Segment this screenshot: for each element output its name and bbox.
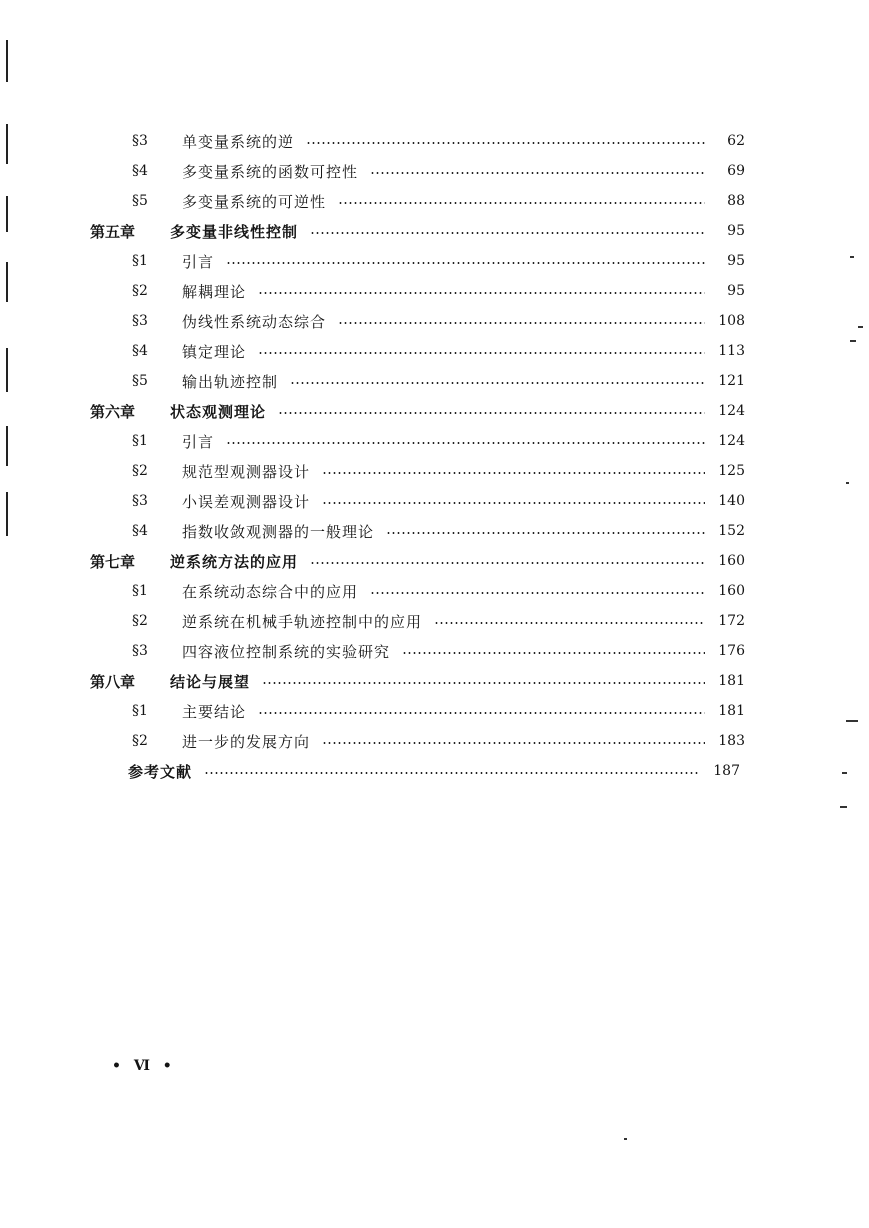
dot-leader bbox=[258, 352, 705, 354]
dot-leader bbox=[204, 772, 700, 774]
scan-edge-mark bbox=[6, 426, 8, 466]
toc-entry-title: 状态观测理论 bbox=[170, 402, 267, 421]
dot-leader bbox=[434, 622, 705, 624]
toc-section-entry bbox=[132, 249, 745, 273]
scan-edge-mark bbox=[6, 262, 8, 302]
toc-section-entry bbox=[132, 519, 745, 543]
toc-entry-page-number: 113 bbox=[718, 343, 745, 359]
toc-section-entry bbox=[132, 339, 745, 363]
toc-entry-title: 镇定理论 bbox=[182, 342, 247, 361]
dot-leader bbox=[258, 292, 705, 294]
dot-leader bbox=[402, 652, 705, 654]
toc-entry-page-number: 108 bbox=[718, 313, 745, 329]
toc-entry-page-number: 176 bbox=[718, 643, 745, 659]
toc-entry-title: 逆系统在机械手轨迹控制中的应用 bbox=[182, 612, 423, 631]
toc-entry-number: 第五章 bbox=[90, 222, 136, 241]
dot-leader bbox=[262, 682, 705, 684]
toc-section-entry bbox=[132, 579, 745, 603]
toc-entry-page-number: 121 bbox=[718, 373, 745, 389]
toc-entry-page-number: 181 bbox=[718, 673, 745, 689]
toc-entry-page-number: 88 bbox=[727, 193, 745, 209]
toc-entry-page-number: 172 bbox=[718, 613, 745, 629]
toc-entry-number: §4 bbox=[132, 523, 148, 539]
scan-edge-mark bbox=[6, 348, 8, 392]
scan-speck bbox=[846, 720, 858, 722]
dot-leader bbox=[322, 502, 705, 504]
toc-entry-number: §1 bbox=[132, 433, 148, 449]
scan-edge-mark bbox=[6, 196, 8, 232]
toc-chapter-entry bbox=[90, 399, 745, 423]
toc-section-entry bbox=[132, 489, 745, 513]
toc-entry-number: §5 bbox=[132, 373, 148, 389]
toc-entry-number: §2 bbox=[132, 283, 148, 299]
toc-entry-page-number: 187 bbox=[713, 763, 740, 779]
toc-entry-page-number: 181 bbox=[718, 703, 745, 719]
toc-entry-number: §3 bbox=[132, 313, 148, 329]
toc-entry-number: §2 bbox=[132, 463, 148, 479]
page-folio: • Ⅵ • bbox=[112, 1058, 176, 1074]
toc-entry-title: 小误差观测器设计 bbox=[182, 492, 311, 511]
toc-entry-title: 主要结论 bbox=[182, 702, 247, 721]
toc-entry-page-number: 62 bbox=[727, 133, 745, 149]
scan-speck bbox=[840, 806, 847, 808]
toc-section-entry bbox=[132, 279, 745, 303]
toc-entry-title: 规范型观测器设计 bbox=[182, 462, 311, 481]
toc-section-entry bbox=[132, 699, 745, 723]
dot-leader bbox=[338, 202, 705, 204]
dot-leader bbox=[306, 142, 705, 144]
toc-section-entry bbox=[132, 309, 745, 333]
dot-leader bbox=[278, 412, 705, 414]
dot-leader bbox=[338, 322, 705, 324]
toc-entry-page-number: 183 bbox=[718, 733, 745, 749]
toc-entry-title: 引言 bbox=[182, 252, 215, 271]
scan-speck bbox=[846, 482, 849, 484]
toc-entry-number: §1 bbox=[132, 703, 148, 719]
toc-chapter-entry bbox=[90, 549, 745, 573]
dot-leader bbox=[310, 562, 705, 564]
toc-entry-title: 多变量非线性控制 bbox=[170, 222, 299, 241]
dot-leader bbox=[226, 442, 705, 444]
scan-speck bbox=[842, 772, 847, 774]
toc-entry-page-number: 124 bbox=[718, 403, 745, 419]
toc-section-entry bbox=[132, 189, 745, 213]
scan-speck bbox=[624, 1138, 627, 1140]
toc-entry-title: 解耦理论 bbox=[182, 282, 247, 301]
toc-entry-page-number: 124 bbox=[718, 433, 745, 449]
toc-entry-number: 第八章 bbox=[90, 672, 136, 691]
scan-edge-mark bbox=[6, 40, 8, 82]
toc-entry-title: 输出轨迹控制 bbox=[182, 372, 279, 391]
toc-section-entry bbox=[132, 159, 745, 183]
scan-speck bbox=[858, 326, 863, 328]
toc-section-entry bbox=[132, 459, 745, 483]
toc-entry-page-number: 69 bbox=[727, 163, 745, 179]
toc-entry-title: 单变量系统的逆 bbox=[182, 132, 295, 151]
toc-entry-number: §1 bbox=[132, 583, 148, 599]
dot-leader bbox=[370, 592, 705, 594]
toc-entry-number: §4 bbox=[132, 163, 148, 179]
toc-entry-title: 四容液位控制系统的实验研究 bbox=[182, 642, 391, 661]
toc-section-entry bbox=[132, 429, 745, 453]
toc-entry-page-number: 160 bbox=[718, 583, 745, 599]
toc-entry-title: 指数收敛观测器的一般理论 bbox=[182, 522, 375, 541]
scan-speck bbox=[850, 256, 854, 258]
toc-entry-title: 逆系统方法的应用 bbox=[170, 552, 299, 571]
toc-entry-number: §3 bbox=[132, 493, 148, 509]
dot-leader bbox=[226, 262, 705, 264]
toc-entry-page-number: 152 bbox=[718, 523, 745, 539]
toc-section-entry bbox=[132, 369, 745, 393]
dot-leader bbox=[290, 382, 705, 384]
dot-leader bbox=[386, 532, 705, 534]
toc-entry-number: 第七章 bbox=[90, 552, 136, 571]
dot-leader bbox=[258, 712, 705, 714]
dot-leader bbox=[322, 742, 705, 744]
toc-entry-title: 多变量系统的函数可控性 bbox=[182, 162, 359, 181]
toc-entry-page-number: 95 bbox=[727, 253, 745, 269]
toc-section-entry bbox=[132, 129, 745, 153]
toc-entry-number: §4 bbox=[132, 343, 148, 359]
toc-chapter-entry bbox=[90, 669, 745, 693]
scan-edge-mark bbox=[6, 492, 8, 536]
dot-leader bbox=[370, 172, 705, 174]
toc-entry-number: §5 bbox=[132, 193, 148, 209]
toc-entry-number: 第六章 bbox=[90, 402, 136, 421]
toc-entry-number: §3 bbox=[132, 133, 148, 149]
toc-entry-title: 在系统动态综合中的应用 bbox=[182, 582, 359, 601]
toc-section-entry bbox=[132, 729, 745, 753]
toc-entry-page-number: 140 bbox=[718, 493, 745, 509]
toc-entry-title: 伪线性系统动态综合 bbox=[182, 312, 327, 331]
toc-section-entry bbox=[132, 639, 745, 663]
toc-entry-number: §1 bbox=[132, 253, 148, 269]
toc-entry-number: §2 bbox=[132, 613, 148, 629]
dot-leader bbox=[310, 232, 705, 234]
toc-entry-title: 参考文献 bbox=[128, 762, 193, 781]
toc-chapter-entry bbox=[90, 219, 745, 243]
toc-entry-page-number: 95 bbox=[727, 223, 745, 239]
toc-entry-number: §2 bbox=[132, 733, 148, 749]
toc-references-entry bbox=[128, 759, 740, 783]
toc-section-entry bbox=[132, 609, 745, 633]
dot-leader bbox=[322, 472, 705, 474]
scan-speck bbox=[850, 340, 856, 342]
scan-edge-mark bbox=[6, 124, 8, 164]
toc-entry-page-number: 95 bbox=[727, 283, 745, 299]
toc-entry-title: 引言 bbox=[182, 432, 215, 451]
toc-entry-number: §3 bbox=[132, 643, 148, 659]
toc-entry-title: 结论与展望 bbox=[170, 672, 251, 691]
toc-entry-page-number: 160 bbox=[718, 553, 745, 569]
toc-entry-page-number: 125 bbox=[718, 463, 745, 479]
toc-entry-title: 进一步的发展方向 bbox=[182, 732, 311, 751]
toc-entry-title: 多变量系统的可逆性 bbox=[182, 192, 327, 211]
